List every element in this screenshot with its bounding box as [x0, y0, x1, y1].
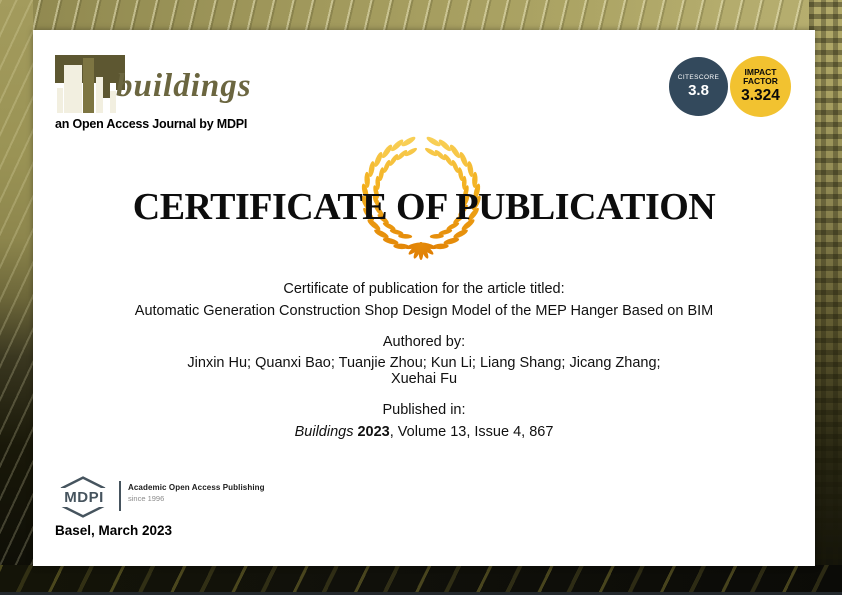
buildings-logo-icon	[55, 55, 125, 113]
certificate-card	[33, 30, 815, 566]
citescore-label: CITESCORE	[677, 74, 720, 81]
journal-wordmark: buildings	[116, 68, 252, 104]
certificate-title: CERTIFICATE OF PUBLICATION	[132, 186, 716, 228]
citescore-badge	[669, 57, 728, 116]
background-buildings-left	[0, 0, 33, 595]
mdpi-wordmark: MDPI	[51, 488, 117, 507]
journal-subtitle: an Open Access Journal by MDPI	[55, 117, 248, 131]
background-buildings-bottom	[0, 565, 842, 595]
article-title: Automatic Generation Construction Shop Design Model of the MEP Hanger Based on BIM	[134, 303, 714, 319]
mdpi-tagline: Academic Open Access Publishing since 1996	[128, 483, 265, 503]
background-buildings-top	[0, 0, 842, 33]
authors-list: Jinxin Hu; Quanxi Bao; Tuanjie Zhou; Kun Li; Liang Shang; Jicang Zhang; Xuehai Fu	[187, 355, 661, 387]
mdpi-logo-divider	[119, 481, 121, 511]
impact-factor-badge	[730, 56, 791, 117]
publication-reference: Buildings 2023, Volume 13, Issue 4, 867	[294, 424, 554, 440]
mdpi-logo	[51, 476, 117, 518]
published-in-label: Published in:	[382, 402, 466, 418]
authored-by-label: Authored by:	[382, 334, 466, 350]
impact-factor-label: IMPACT FACTOR	[743, 67, 778, 86]
impact-factor-value: 3.324	[741, 86, 780, 104]
place-date: Basel, March 2023	[55, 523, 173, 538]
citescore-value: 3.8	[688, 82, 709, 99]
intro-line: Certificate of publication for the article titled:	[283, 281, 565, 297]
